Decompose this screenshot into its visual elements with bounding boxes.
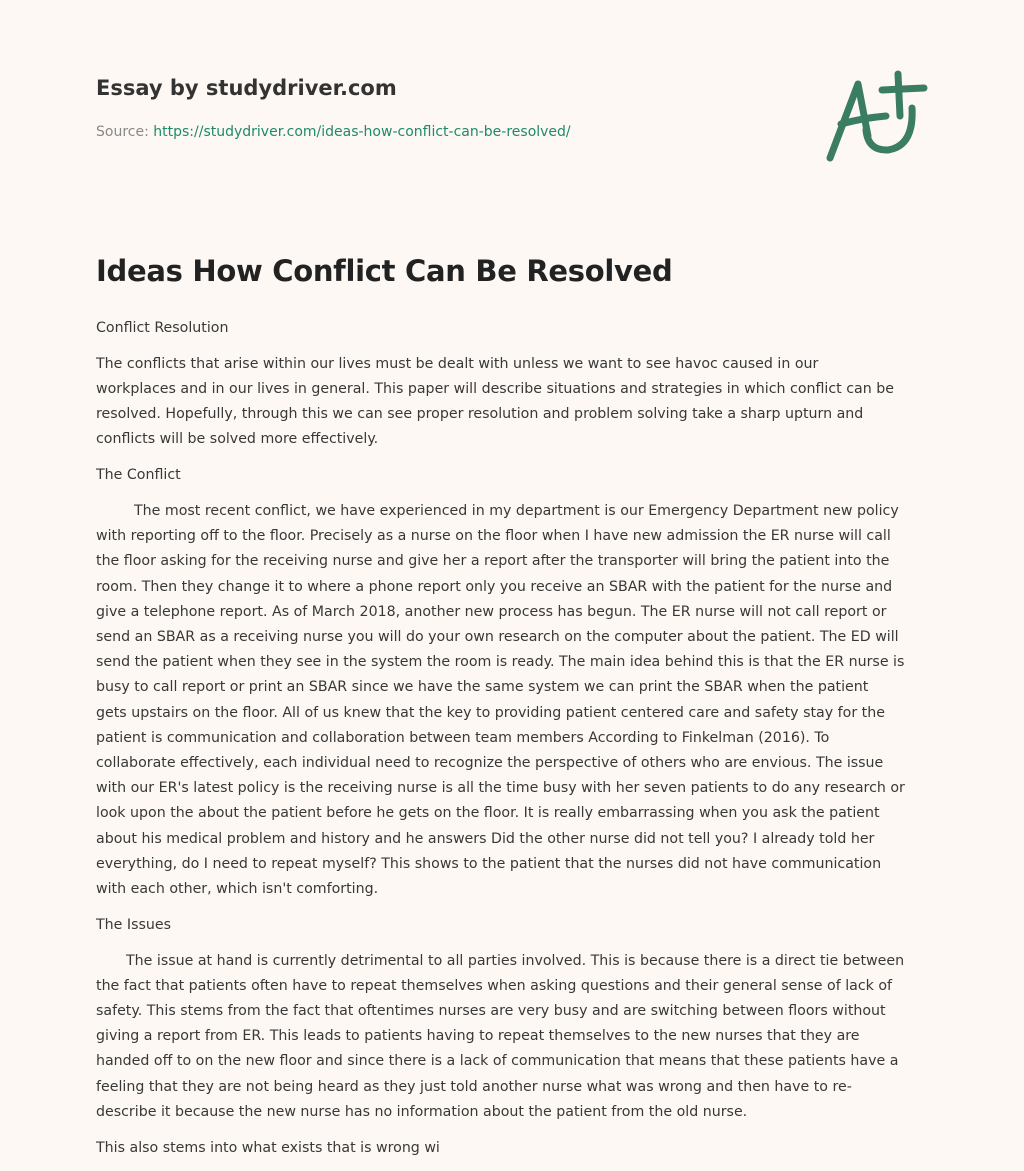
text-line: resolved. Hopefully, through this we can see proper resolution and problem solving take a sharp upturn and [96,406,864,423]
paragraph [96,1136,936,1161]
text-line: handed off to on the new floor and since there is a lack of communication that means that these patients have a [96,1053,899,1070]
text-line: busy to call report or print an SBAR since we have the same system we can print the SBAR when the patient [96,679,869,696]
text-line: describe it because the new nurse has no information about the patient from the old nurse. [96,1103,748,1120]
a-plus-logo-icon [818,66,933,166]
source-line [96,124,571,140]
text-line: gets upstairs on the floor. All of us knew that the key to providing patient centered care and safety stay for the [96,704,885,721]
paragraph [96,352,936,453]
article-body [96,316,936,1171]
section-heading [96,913,936,938]
paragraph [96,499,936,902]
text-line: look upon the about the patient before he gets on the floor. It is really embarrassing when you ask the patient [96,805,880,822]
text-line: giving a report from ER. This leads to patients having to repeat themselves to the new nurses that they are [96,1028,860,1045]
text-line: The most recent conflict, we have experienced in my department is our Emergency Department new policy [134,503,899,519]
site-title: Essay by studydriver.com [96,76,397,100]
article-title: Ideas How Conflict Can Be Resolved [96,254,673,288]
text-line: feeling that they are not being heard as they just told another nurse what was wrong and then have to re- [96,1078,852,1095]
text-line: The Conflict [96,467,181,484]
text-line: room. Then they change it to where a phone report only you receive an SBAR with the patient for the nurse and [96,578,893,595]
text-line: This also stems into what exists that is wrong wi [96,1139,440,1156]
text-line: The conflicts that arise within our lives must be dealt with unless we want to see havoc caused in our [96,355,819,372]
text-line: about his medical problem and history and he answers Did the other nurse did not tell you? I already told her [96,830,875,847]
text-line: give a telephone report. As of March 2018, another new process has begun. The ER nurse will not call report or [96,603,887,620]
text-line: The Issues [96,916,171,933]
text-line: everything, do I need to repeat myself? This shows to the patient that the nurses did not have communication [96,855,882,872]
source-label: Source: [96,124,149,140]
text-line: with our ER's latest policy is the receiving nurse is all the time busy with her seven patients to do any research or [96,780,905,797]
text-line: with reporting off to the floor. Precisely as a nurse on the floor when I have new admission the ER nurse will call [96,528,891,545]
text-line: workplaces and in our lives in general. This paper will describe situations and strategies in which conflict can be [96,381,894,397]
section-heading [96,463,936,488]
section-heading [96,316,936,341]
text-line: send the patient when they see in the system the room is ready. The main idea behind this is that the ER nurse is [96,654,905,671]
text-line: Conflict Resolution [96,320,229,336]
text-line: conflicts will be solved more effectively. [96,431,379,448]
text-line: the fact that patients often have to repeat themselves when asking questions and their general sense of lack of [96,977,893,994]
source-link[interactable]: https://studydriver.com/ideas-how-conflict-can-be-resolved/ [153,124,571,140]
text-line: The issue at hand is currently detrimental to all parties involved. This is because there is a direct tie between [126,952,905,969]
text-line: safety. This stems from the fact that oftentimes nurses are very busy and are switching between floors without [96,1003,886,1020]
text-line: with each other, which isn't comforting. [96,881,379,898]
text-line: send an SBAR as a receiving nurse you will do your own research on the computer about the patient. The ED will [96,629,899,646]
text-line: patient is communication and collaboration between team members According to Finkelman (2016). To [96,729,830,746]
paragraph [96,949,936,1125]
text-line: the floor asking for the receiving nurse and give her a report after the transporter will bring the patient into the [96,553,890,570]
text-line: collaborate effectively, each individual need to recognize the perspective of others who are envious. The issue [96,755,884,772]
